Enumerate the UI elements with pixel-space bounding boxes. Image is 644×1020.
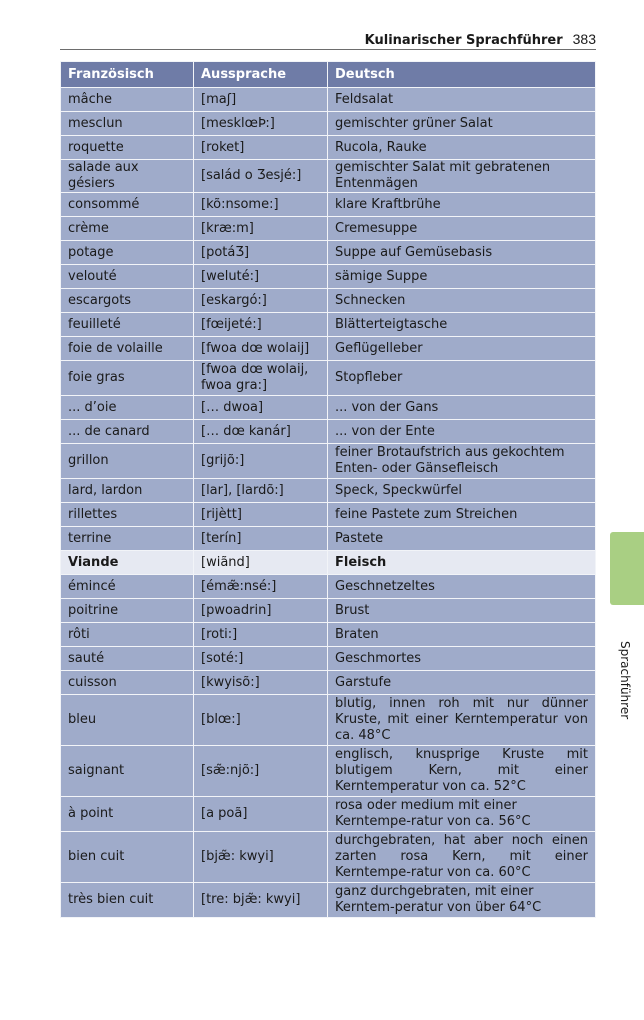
table-row <box>61 217 596 241</box>
cell-german: englisch, knusprige Kruste mit blutigem Kern, mit einer Kerntemperatur von ca. 52°C <box>328 746 596 797</box>
cell-pronunciation: [… dwoa] <box>194 396 328 420</box>
table-row <box>61 623 596 647</box>
cell-french: mâche <box>61 88 194 112</box>
cell-pronunciation: [blœ:] <box>194 695 328 746</box>
table-row <box>61 527 596 551</box>
table-row <box>61 420 596 444</box>
table-row <box>61 313 596 337</box>
table-row <box>61 265 596 289</box>
cell-pronunciation: [eskargó:] <box>194 289 328 313</box>
cell-pronunciation: [tre: bjæ̃: kwyi] <box>194 883 328 918</box>
table-row <box>61 695 596 746</box>
cell-german: klare Kraftbrühe <box>328 193 596 217</box>
cell-german: Blätterteigtasche <box>328 313 596 337</box>
cell-pronunciation: [fwoa dœ wolaij, fwoa gra:] <box>194 361 328 396</box>
table-row <box>61 396 596 420</box>
page-number: 383 <box>572 31 596 47</box>
table-section-row <box>61 551 596 575</box>
cell-french: cuisson <box>61 671 194 695</box>
cell-german: ... von der Gans <box>328 396 596 420</box>
cell-german: Brust <box>328 599 596 623</box>
cell-french: lard, lardon <box>61 479 194 503</box>
table-row <box>61 883 596 918</box>
cell-german: Stopfleber <box>328 361 596 396</box>
cell-french: foie de volaille <box>61 337 194 361</box>
cell-french: émincé <box>61 575 194 599</box>
cell-german: Garstufe <box>328 671 596 695</box>
cell-german: feine Pastete zum Streichen <box>328 503 596 527</box>
cell-german: sämige Suppe <box>328 265 596 289</box>
cell-german: gemischter Salat mit gebratenen Entenmägen <box>328 160 596 193</box>
cell-german: blutig, innen roh mit nur dünner Kruste, mit einer Kerntemperatur von ca. 48°C <box>328 695 596 746</box>
cell-french: sauté <box>61 647 194 671</box>
table-row <box>61 112 596 136</box>
cell-pronunciation: [terín] <box>194 527 328 551</box>
cell-french: terrine <box>61 527 194 551</box>
cell-pronunciation: [fwoa dœ wolaij] <box>194 337 328 361</box>
cell-german: Fleisch <box>328 551 596 575</box>
cell-french: à point <box>61 797 194 832</box>
cell-german: Suppe auf Gemüsebasis <box>328 241 596 265</box>
cell-french: consommé <box>61 193 194 217</box>
cell-pronunciation: [mesklœÞ:] <box>194 112 328 136</box>
header-rule <box>60 49 596 50</box>
cell-german: Geschnetzeltes <box>328 575 596 599</box>
cell-german: rosa oder medium mit einer Kerntempe-ratur von ca. 56°C <box>328 797 596 832</box>
cell-french: rillettes <box>61 503 194 527</box>
cell-pronunciation: [grijõ:] <box>194 444 328 479</box>
cell-pronunciation: [a poã] <box>194 797 328 832</box>
cell-pronunciation: [bjæ̃: kwyi] <box>194 832 328 883</box>
cell-pronunciation: [weluté:] <box>194 265 328 289</box>
cell-french: feuilleté <box>61 313 194 337</box>
cell-french: poitrine <box>61 599 194 623</box>
cell-german: Feldsalat <box>328 88 596 112</box>
cell-pronunciation: [lar], [lardõ:] <box>194 479 328 503</box>
cell-pronunciation: [fœijeté:] <box>194 313 328 337</box>
table-row <box>61 746 596 797</box>
cell-french: Viande <box>61 551 194 575</box>
cell-french: bleu <box>61 695 194 746</box>
cell-french: ... d’oie <box>61 396 194 420</box>
cell-french: potage <box>61 241 194 265</box>
column-header-german: Deutsch <box>328 62 596 88</box>
cell-pronunciation: [pwoadrin] <box>194 599 328 623</box>
cell-german: Rucola, Rauke <box>328 136 596 160</box>
cell-german: Braten <box>328 623 596 647</box>
table-row <box>61 337 596 361</box>
cell-pronunciation: [émæ̃:nsé:] <box>194 575 328 599</box>
cell-pronunciation: [wiãnd] <box>194 551 328 575</box>
cell-french: crème <box>61 217 194 241</box>
cell-french: velouté <box>61 265 194 289</box>
table-row <box>61 136 596 160</box>
table-row <box>61 241 596 265</box>
cell-french: grillon <box>61 444 194 479</box>
cell-pronunciation: [potáƷ] <box>194 241 328 265</box>
table-row <box>61 361 596 396</box>
table-row <box>61 193 596 217</box>
cell-german: ... von der Ente <box>328 420 596 444</box>
cell-french: saignant <box>61 746 194 797</box>
cell-german: gemischter grüner Salat <box>328 112 596 136</box>
cell-french: escargots <box>61 289 194 313</box>
table-row <box>61 444 596 479</box>
table-row <box>61 797 596 832</box>
table-row <box>61 599 596 623</box>
running-header <box>60 30 596 48</box>
table-row <box>61 832 596 883</box>
cell-pronunciation: [kõ:nsome:] <box>194 193 328 217</box>
cell-pronunciation: [roket] <box>194 136 328 160</box>
column-header-french: Französisch <box>61 62 194 88</box>
table-row <box>61 647 596 671</box>
table-row <box>61 88 596 112</box>
cell-french: mesclun <box>61 112 194 136</box>
table-body <box>61 88 596 918</box>
cell-german: ganz durchgebraten, mit einer Kerntem-peratur von über 64°C <box>328 883 596 918</box>
cell-french: très bien cuit <box>61 883 194 918</box>
table-row <box>61 671 596 695</box>
cell-french: roquette <box>61 136 194 160</box>
section-thumb-label: Sprachführer <box>618 641 632 720</box>
cell-german: feiner Brotaufstrich aus gekochtem Enten- oder Gänsefleisch <box>328 444 596 479</box>
cell-pronunciation: [maʃ] <box>194 88 328 112</box>
cell-pronunciation: [salád o Ʒesjé:] <box>194 160 328 193</box>
cell-pronunciation: [roti:] <box>194 623 328 647</box>
cell-french: foie gras <box>61 361 194 396</box>
table-row <box>61 575 596 599</box>
cell-german: Cremesuppe <box>328 217 596 241</box>
cell-french: ... de canard <box>61 420 194 444</box>
running-header-title: Kulinarischer Sprachführer <box>364 33 563 48</box>
cell-pronunciation: [rijètt] <box>194 503 328 527</box>
table-row <box>61 160 596 193</box>
cell-pronunciation: [sæ̃:njõ:] <box>194 746 328 797</box>
cell-german: Schnecken <box>328 289 596 313</box>
section-thumb-tab <box>610 532 644 605</box>
cell-german: durchgebraten, hat aber noch einen zarten rosa Kern, mit einer Kerntempe-ratur von ca. 60°C <box>328 832 596 883</box>
table-row <box>61 503 596 527</box>
vocabulary-table <box>60 61 596 918</box>
cell-pronunciation: [… dœ kanár] <box>194 420 328 444</box>
cell-french: salade aux gésiers <box>61 160 194 193</box>
cell-german: Speck, Speckwürfel <box>328 479 596 503</box>
cell-french: bien cuit <box>61 832 194 883</box>
cell-french: rôti <box>61 623 194 647</box>
cell-pronunciation: [soté:] <box>194 647 328 671</box>
cell-german: Pastete <box>328 527 596 551</box>
cell-pronunciation: [kræ:m] <box>194 217 328 241</box>
cell-german: Geflügelleber <box>328 337 596 361</box>
table-row <box>61 479 596 503</box>
cell-german: Geschmortes <box>328 647 596 671</box>
cell-pronunciation: [kwyisõ:] <box>194 671 328 695</box>
table-row <box>61 289 596 313</box>
column-header-pronunciation: Aussprache <box>194 62 328 88</box>
table-header-row <box>61 62 596 88</box>
